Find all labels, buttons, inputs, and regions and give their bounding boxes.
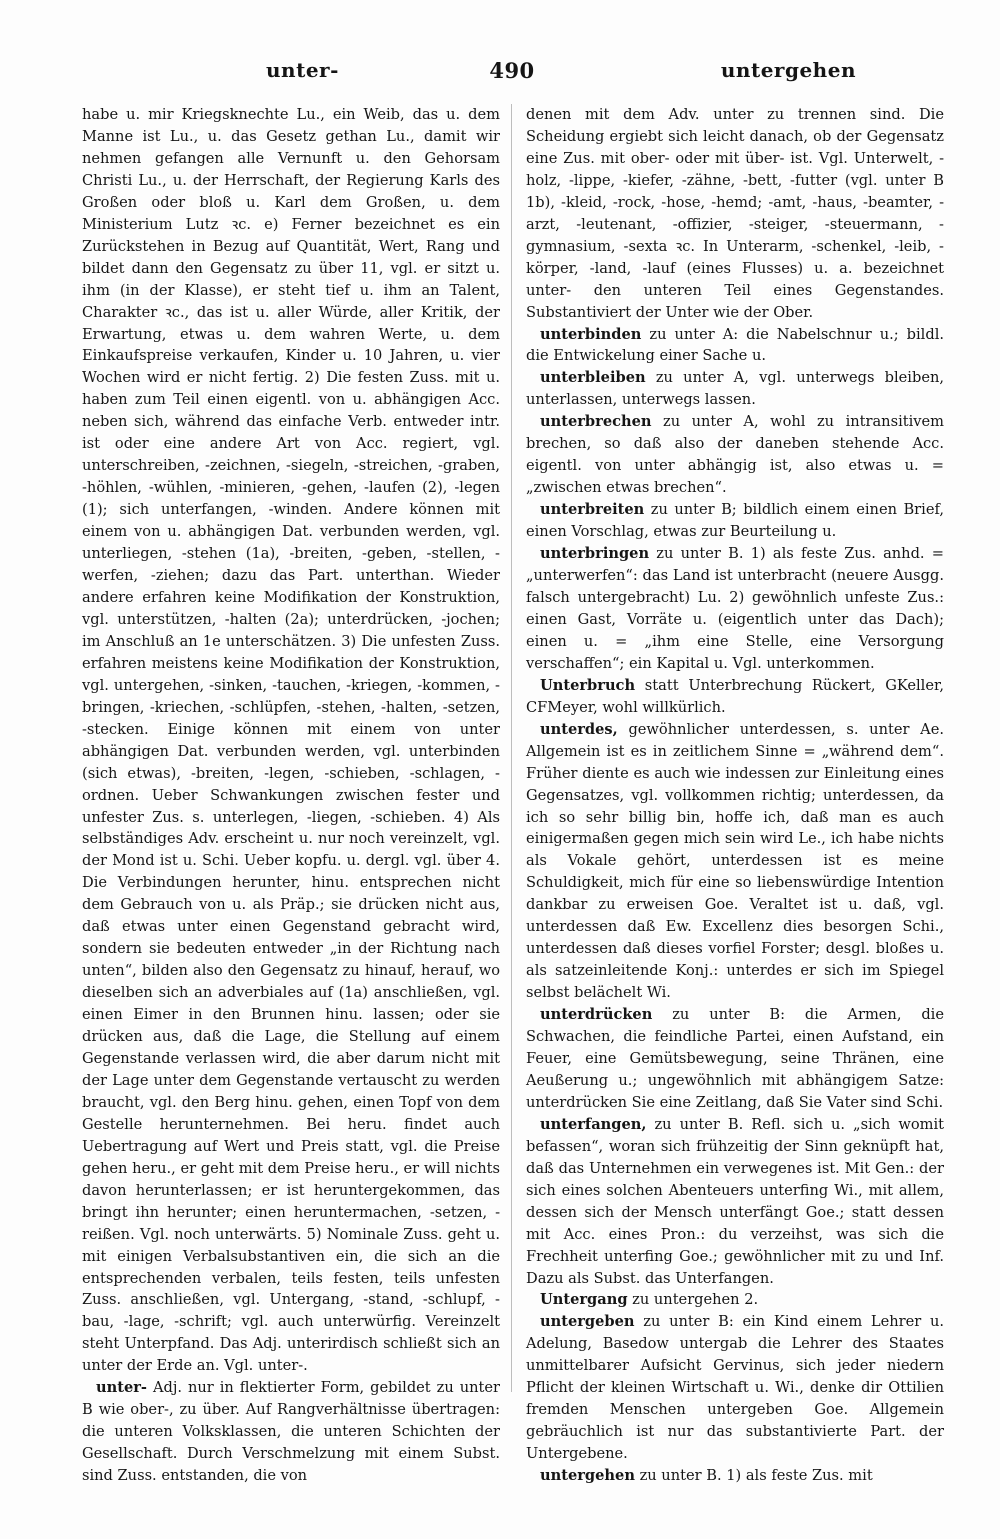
entry-text: zu untergehen 2. [627, 1291, 759, 1309]
entry-unterbruch [526, 675, 944, 719]
column-divider [511, 104, 512, 1392]
entry-headword: unterbleiben [540, 369, 646, 387]
entry-text: Adj. nur in flektierter Form, gebildet zu unter B wie ober-, zu über. Auf Rangverhältnisse übertragen: die unteren Volksklassen, die unteren Schichten der Gesellschaft. Durch Verschmelzung mit einem Subst. sind Zuss. entstanden, die von [82, 1379, 500, 1485]
entry-unterdes [526, 719, 944, 1004]
entry-text: habe u. mir Kriegsknechte Lu., ein Weib, das u. dem Manne ist Lu., u. das Gesetz gethan Lu., damit wir nehmen gefangen alle Vernunft u. den Gehorsam Christi Lu., u. der Herrschaft, der Regierung Karls des Großen oder bloß u. Karl dem Großen, u. dem Ministerium Lutz ꝛc. e) Ferner bezeichnet es ein Zurückstehen in Bezug auf Quantität, Wert, Rang und bildet dann den Gegensatz zu über 11, vgl. er sitzt u. ihm (in der Klasse), er steht tief u. ihm an Talent, Charakter ꝛc., das ist u. aller Würde, aller Kritik, der Erwartung, etwas u. dem wahren Werte, u. dem Einkaufspreise verkaufen, Kinder u. 10 Jahren, u. vier Wochen wird er nicht fertig. 2) Die festen Zuss. mit u. haben zum Teil einen eigentl. von u. abhängigen Acc. neben sich, während das einfache Verb. entweder intr. ist oder eine andere Art von Acc. regiert, vgl. unterschreiben, -zeichnen, -siegeln, -streichen, -graben, -höhlen, -wühlen, -minieren, -gehen, -laufen (2), -legen (1); sich unterfangen, -winden. Andere können mit einem von u. abhängigen Dat. verbunden werden, vgl. unterliegen, -stehen (1a), -breiten, -geben, -stellen, -werfen, -ziehen; dazu das Part. unterthan. Wieder andere erfahren keine Modifikation der Konstruktion, vgl. unterstützen, -halten (2a); unterdrücken, -jochen; im Anschluß an 1e unterschätzen. 3) Die unfesten Zuss. erfahren meistens keine Modifikation der Konstruktion, vgl. untergehen, -sinken, -tauchen, -kriegen, -kommen, -bringen, -kriechen, -schlüpfen, -stehen, -halten, -setzen, -stecken. Einige können mit einem von unter abhängigen Dat. verbunden werden, vgl. unterbinden (sich etwas), -breiten, -legen, -schieben, -schlagen, -ordnen. Ueber Schwankungen zwischen fester und unfester Zus. s. unterlegen, -liegen, -schieben. 4) Als selbständiges Adv. erscheint u. nur noch vereinzelt, vgl. der Mond ist u. Schi. Ueber kopfu. u. dergl. vgl. über 4. Die Verbindungen herunter, hinu. entsprechen nicht dem Gebrauch von u. als Präp.; sie drücken nicht aus, daß etwas unter einen Gegenstand gebracht wird, sondern sie bedeuten entweder „in der Richtung nach unten“, bilden also den Gegensatz zu hinauf, herauf, wo dieselben sich an adverbiales auf (1a) anschließen, vgl. einen Eimer in den Brunnen hinu. lassen; oder sie drücken aus, daß die Lage, die Stellung auf einem Gegenstande verlassen wird, die aber darum nicht mit der Lage unter dem Gegenstande vertauscht zu werden braucht, vgl. den Berg hinu. gehen, einen Topf von dem Gestelle herunternehmen. Bei heru. findet auch Uebertragung auf Wert und Preis statt, vgl. die Preise gehen heru., er geht mit dem Preise heru., er will nichts davon herunterlassen; er ist heruntergekommen, das bringt ihn herunter; einen heruntermachen, -setzen, -reißen. Vgl. noch unterwärts. 5) Nominale Zuss. geht u. mit einigen Verbalsubstantiven ein, die sich an die entsprechenden verbalen, teils festen, teils unfesten Zuss. anschließen, vgl. Untergang, -stand, -schlupf, -bau, -lage, -schrift; vgl. auch unterwürfig. Vereinzelt steht Unterpfand. Das Adj. unterirdisch schließt sich an unter der Erde an. Vgl. unter-. [82, 106, 500, 1375]
entry-untergehen [526, 1465, 944, 1487]
entry-untergang [526, 1289, 944, 1311]
entry-text: zu unter A, wohl zu intransitivem brechen, so daß also der daneben stehende Acc. eigentl. von unter abhängig ist, also etwas u. = „zwischen etwas brechen“. [526, 413, 944, 497]
entry-text: zu unter A: die Nabelschnur u.; bildl. die Entwickelung einer Sache u. [526, 325, 944, 365]
entry-headword: untergehen [540, 1467, 635, 1485]
entry-text: zu unter B. 1) als feste Zus. anhd. = „unterwerfen“: das Land ist unterbracht (neuere Ausgg. falsch untergebracht) Lu. 2) gewöhnlich unfeste Zus.: einen Gast, Vorräte u. (eigentlich unter das Dach); einen u. = „ihm eine Stelle, eine Versorgung verschaffen“; ein Kapital u. Vgl. unterkommen. [526, 545, 944, 672]
entry-headword: unterbrechen [540, 413, 652, 431]
entry-unterdruecken [526, 1004, 944, 1114]
page-number: 490 [489, 58, 535, 83]
running-head [86, 58, 938, 88]
running-head-left: unter- [266, 58, 339, 82]
entry-text: zu unter B; bildlich einem einen Brief, einen Vorschlag, etwas zur Beurteilung u. [526, 501, 944, 541]
entry-headword: unterbreiten [540, 501, 645, 519]
entry-text: zu unter A, vgl. unterwegs bleiben, unterlassen, unterwegs lassen. [526, 369, 944, 409]
entry-text: zu unter B: ein Kind einem Lehrer u. Adelung, Basedow untergab die Lehrer des Staates unmittelbarer Aufsicht Gervinus, sich jeder niedern Pflicht der kleinen Wirtschaft u. Wi., denke dir Ottilien fremden Menschen untergeben Goe. Allgemein gebräuchlich ist nur das substantivierte Part. der Untergebene. [526, 1313, 944, 1463]
entry-text: zu unter B. 1) als feste Zus. mit [634, 1467, 873, 1485]
entry-unterbleiben [526, 367, 944, 411]
entry-untergeben [526, 1311, 944, 1465]
entry-continuation [82, 104, 500, 1377]
entry-continuation [526, 104, 944, 324]
entry-text: denen mit dem Adv. unter zu trennen sind. Die Scheidung ergiebt sich leicht danach, ob der Gegensatz eine Zus. mit ober- oder mit über- ist. Vgl. Unterwelt, -holz, -lippe, -kiefer, -zähne, -bett, -futter (vgl. unter B 1b), -kleid, -rock, -hose, -hemd; -amt, -haus, -beamter, -arzt, -leutenant, -offizier, -steiger, -steuermann, -gymnasium, -sexta ꝛc. In Unterarm, -schenkel, -leib, -körper, -land, -lauf (eines Flusses) u. a. bezeichnet unter- den unteren Teil eines Gegenstandes. Substantiviert der Unter wie der Ober. [526, 106, 944, 321]
entry-text: zu unter B: die Armen, die Schwachen, die feindliche Partei, einen Aufstand, ein Feuer, eine Gemütsbewegung, seine Thränen, eine Aeußerung u.; ungewöhnlich mit abhängigem Satze: unterdrücken Sie eine Zeitlang, daß Sie Vater sind Schi. [526, 1006, 944, 1111]
entry-unterbreiten [526, 499, 944, 543]
right-column [526, 104, 944, 1487]
entry-headword: unterdrücken [540, 1006, 653, 1024]
entry-text: statt Unterbrechung Rückert, GKeller, CFMeyer, wohl willkürlich. [526, 676, 944, 716]
entry-headword: unterbringen [540, 545, 650, 563]
entry-headword: unterfangen, [540, 1115, 647, 1133]
left-column [82, 104, 500, 1487]
entry-unterbrechen [526, 411, 944, 499]
entry-unterfangen [526, 1114, 944, 1290]
entry-text: zu unter B. Refl. sich u. „sich womit befassen“, woran sich frühzeitig der Sinn geknüpft hat, daß das Unternehmen ein verwegenes ist. Mit Gen.: der sich eines solchen Abenteuers unterfing Wi., mit allem, dessen sich der Mensch unterfängt Goe.; statt dessen mit Acc. eines Pron.: du verzeihst, was sich die Frechheit unterfing Goe.; gewöhnlicher mit zu und Inf. Dazu als Subst. das Unterfangen. [526, 1115, 944, 1287]
entry-headword: unterdes, [540, 720, 618, 738]
entry-unter-adj [82, 1377, 500, 1487]
running-head-right: untergehen [720, 58, 856, 82]
entry-headword: unterbinden [540, 325, 642, 343]
entry-headword: Unterbruch [540, 676, 636, 694]
entry-unterbringen [526, 543, 944, 675]
entry-headword: unter- [96, 1379, 147, 1397]
entry-text: gewöhnlicher unterdessen, s. unter Ae. Allgemein ist es in zeitlichem Sinne = „während dem“. Früher diente es auch wie indessen zur Einleitung eines Gegensatzes, vgl. vollkommen richtig; unterdessen, da ich so sehr billig bin, hoffe ich, daß man es auch einigermaßen gegen mich sein wird Le., ich habe nichts als Vokale gehört, unterdessen ist es meine Schuldigkeit, mich für eine so liebenswürdige Intention dankbar zu erweisen Goe. Veraltet ist u. daß, vgl. unterdessen daß Ew. Excellenz dies besorgen Schi., unterdessen daß dieses vorfiel Forster; desgl. bloßes u. als satzeinleitende Konj.: unterdes er sich im Spiegel selbst belächelt Wi. [526, 720, 944, 1002]
entry-headword: Untergang [540, 1291, 628, 1309]
entry-headword: untergeben [540, 1313, 635, 1331]
entry-unterbinden [526, 324, 944, 368]
